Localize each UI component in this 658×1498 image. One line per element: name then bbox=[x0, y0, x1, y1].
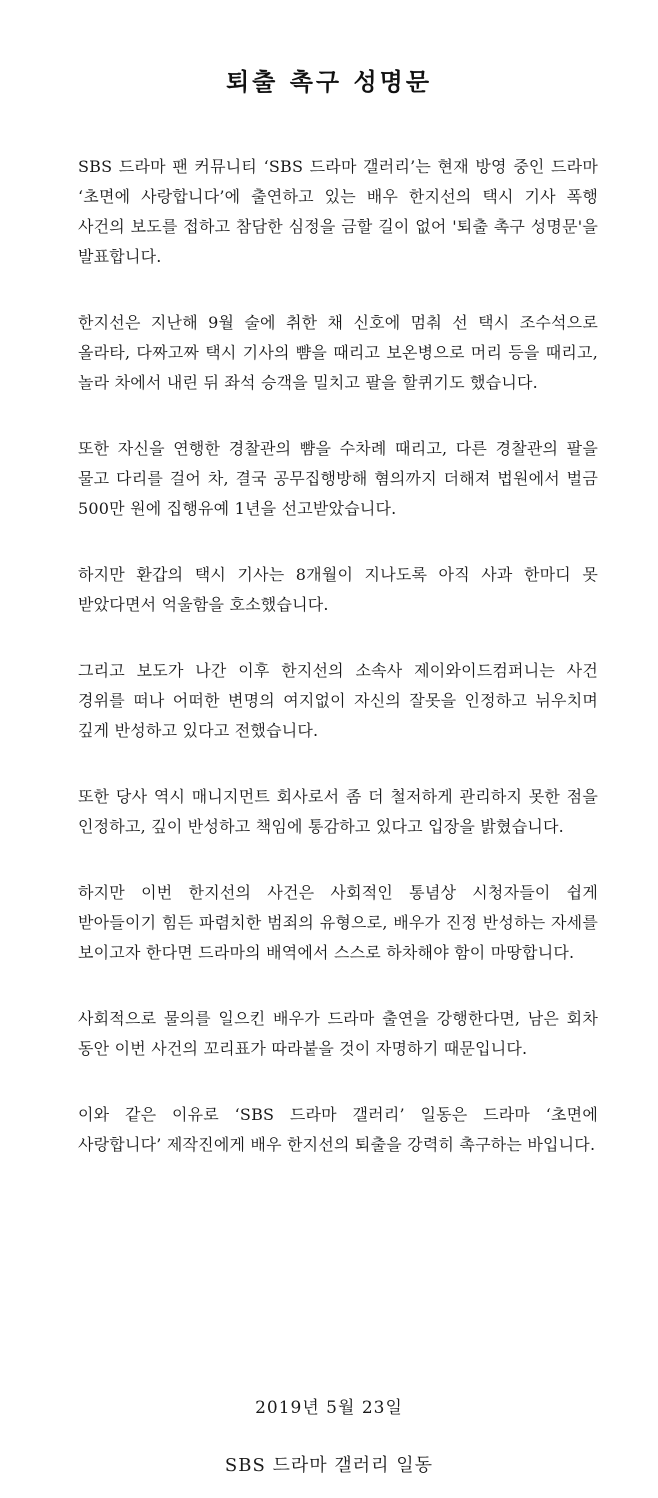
document-body bbox=[78, 152, 598, 1196]
paragraph-no-apology: 하지만 환갑의 택시 기사는 8개월이 지나도록 아직 사과 한마디 못 받았다면서 억울함을 호소했습니다. bbox=[78, 565, 598, 614]
paragraph-demand-reason: 하지만 이번 한지선의 사건은 사회적인 통념상 시청자들이 쉽게 받아들이기 힘든 파렴치한 범죄의 유형으로, 배우가 진정 반성하는 자세를 보이고자 한다면 드라마의 배역에서 스스로 하차해야 함이 마땅합니다. bbox=[78, 883, 598, 962]
paragraph-agency-statement: 그리고 보도가 나간 이후 한지선의 소속사 제이와이드컴퍼니는 사건 경위를 떠나 어떠한 변명의 여지없이 자신의 잘못을 인정하고 뉘우치며 깊게 반성하고 있다고 전했습니다. bbox=[78, 661, 598, 740]
paragraph-conclusion: 이와 같은 이유로 ‘SBS 드라마 갤러리’ 일동은 드라마 ‘초면에 사랑합니다’ 제작진에게 배우 한지선의 퇴출을 강력히 촉구하는 바입니다. bbox=[78, 1105, 598, 1154]
document-title: 퇴출 촉구 성명문 bbox=[226, 68, 432, 96]
paragraph-consequence: 사회적으로 물의를 일으킨 배우가 드라마 출연을 강행한다면, 남은 회차 동안 이번 사건의 꼬리표가 따라붙을 것이 자명하기 때문입니다. bbox=[78, 1009, 598, 1058]
paragraph-police-assault: 또한 자신을 연행한 경찰관의 뺨을 수차례 때리고, 다른 경찰관의 팔을 물고 다리를 걸어 차, 결국 공무집행방해 혐의까지 더해져 법원에서 벌금 500만 원에 집행유예 1년을 선고받았습니다. bbox=[78, 439, 598, 518]
paragraph-intro: SBS 드라마 팬 커뮤니티 ‘SBS 드라마 갤러리’는 현재 방영 중인 드라마 ‘초면에 사랑합니다’에 출연하고 있는 배우 한지선의 택시 기사 폭행 사건의 보도를 접하고 참담한 심정을 금할 길이 없어 '퇴출 촉구 성명문'을 발표합니다. bbox=[78, 157, 598, 266]
document-date: 2019년 5월 23일 bbox=[255, 1398, 403, 1418]
paragraph-incident: 한지선은 지난해 9월 술에 취한 채 신호에 멈춰 선 택시 조수석으로 올라타, 다짜고짜 택시 기사의 뺨을 때리고 보온병으로 머리 등을 때리고, 놀라 차에서 내린 뒤 좌석 승객을 밀치고 팔을 할퀴기도 했습니다. bbox=[78, 313, 598, 392]
paragraph-agency-responsibility: 또한 당사 역시 매니지먼트 회사로서 좀 더 철저하게 관리하지 못한 점을 인정하고, 깊이 반성하고 책임에 통감하고 있다고 입장을 밝혔습니다. bbox=[78, 787, 598, 836]
document-signature: SBS 드라마 갤러리 일동 bbox=[224, 1455, 434, 1476]
